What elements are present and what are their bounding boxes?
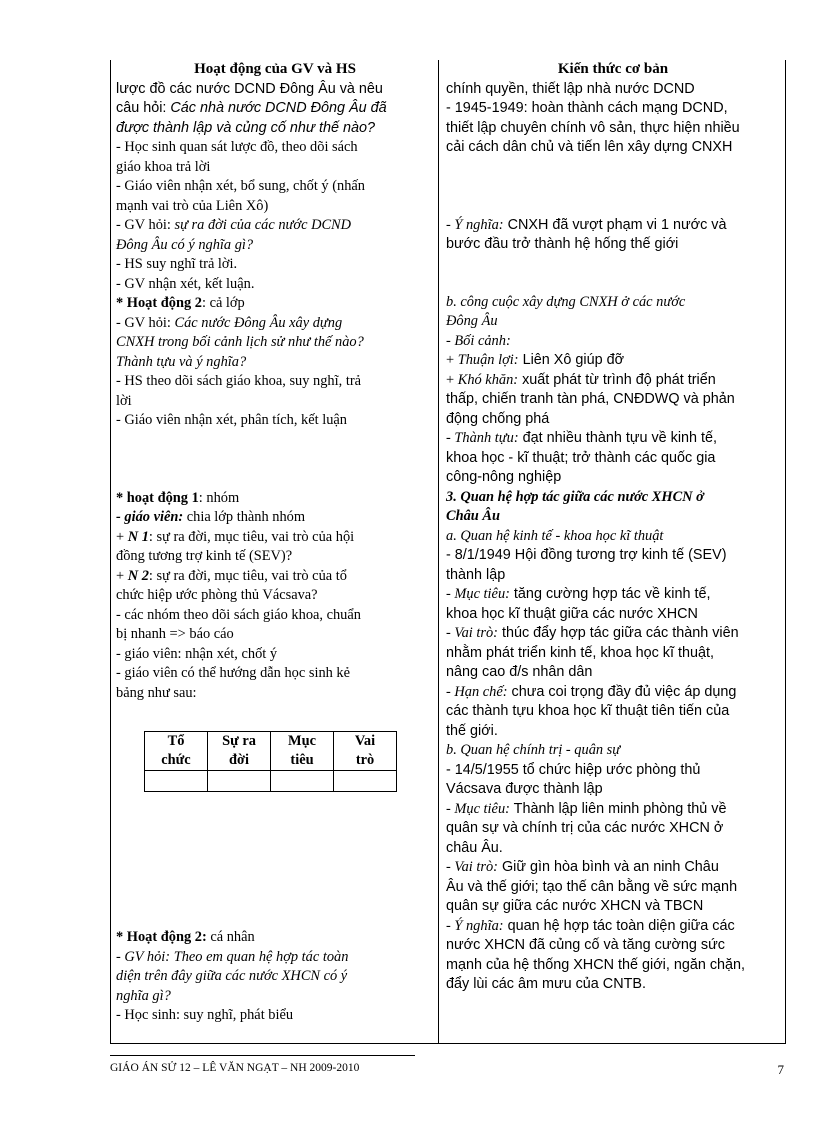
text-span: tăng cường hợp tác về kinh tế, bbox=[509, 586, 711, 602]
text-span: + bbox=[116, 528, 128, 545]
table-header-cell bbox=[145, 732, 208, 771]
text-span: - GV hỏi: bbox=[116, 314, 175, 331]
text-span: Giữ gìn hòa bình và an ninh Châu bbox=[497, 859, 719, 875]
text-line bbox=[116, 99, 434, 119]
cell-text: Sự ra bbox=[222, 733, 256, 749]
text-line: diện trên đây giữa các nước XHCN có ý bbox=[116, 968, 348, 984]
text-line: b. công cuộc xây dựng CNXH ở các nước bbox=[446, 293, 686, 310]
text-line: châu Âu. bbox=[446, 839, 503, 856]
text-line: nâng cao đ/s nhân dân bbox=[446, 664, 593, 680]
table-cell bbox=[145, 771, 208, 792]
text-line: thành lập bbox=[446, 566, 506, 583]
text-span: - giáo viên: bbox=[116, 509, 184, 525]
text-line: động chống phá bbox=[446, 410, 550, 427]
text-span: Ý nghĩa: bbox=[454, 216, 504, 233]
table-cell bbox=[208, 771, 271, 792]
text-line: được thành lập và củng cố như thế nào? bbox=[116, 119, 375, 136]
cell-text: Tổ bbox=[167, 733, 185, 749]
text-line bbox=[446, 624, 780, 644]
text-line: quân sự giữa các nước XHCN và TBCN bbox=[446, 898, 704, 914]
text-line: lược đồ các nước DCND Đông Âu và nêu bbox=[116, 80, 383, 97]
text-line: - GV hỏi: Theo em quan hệ hợp tác toàn bbox=[116, 948, 349, 965]
text-span: chưa coi trọng đầy đủ việc áp dụng bbox=[507, 683, 737, 700]
text-span: Các nước Đông Âu xây dựng bbox=[174, 314, 343, 331]
text-line bbox=[446, 917, 780, 937]
text-line bbox=[116, 508, 434, 528]
text-span: - bbox=[446, 625, 455, 641]
table-header-cell bbox=[334, 732, 397, 771]
text-span: Vai trò: bbox=[454, 625, 498, 641]
text-span: + bbox=[446, 371, 458, 388]
text-line: - 8/1/1949 Hội đồng tương trợ kinh tế (SEV) bbox=[446, 547, 727, 563]
page-footer bbox=[110, 1055, 784, 1077]
column-divider bbox=[438, 60, 439, 1043]
text-line: - giáo viên có thể hướng dẫn học sinh kẻ bbox=[116, 665, 351, 681]
text-line bbox=[116, 528, 434, 548]
text-span: : nhóm bbox=[198, 489, 240, 506]
text-line: bảng như sau: bbox=[116, 684, 197, 701]
cell-text: đời bbox=[229, 752, 249, 768]
text-span: Thành tựu: bbox=[454, 430, 519, 446]
table-cell bbox=[334, 771, 397, 792]
text-line: Âu và thế giới; tạo thế cân bằng về sức mạnh bbox=[446, 878, 738, 895]
text-line: bước đầu trở thành hệ hống thế giới bbox=[446, 236, 679, 252]
text-span: xuất phát từ trình độ phát triển bbox=[518, 371, 716, 388]
text-line: chức hiệp ước phòng thủ Vácsava? bbox=[116, 587, 318, 603]
text-line bbox=[446, 585, 780, 605]
text-span: - GV hỏi: bbox=[116, 217, 175, 233]
text-line: Vácsava được thành lập bbox=[446, 781, 603, 797]
text-line bbox=[446, 351, 780, 371]
text-span: Liên Xô giúp đỡ bbox=[518, 352, 625, 368]
text-span: Thuận lợi: bbox=[457, 352, 519, 368]
text-span: đạt nhiều thành tựu về kinh tế, bbox=[518, 430, 718, 446]
text-line: - các nhóm theo dõi sách giáo khoa, chuẩn bbox=[116, 606, 361, 623]
text-line: nhằm phát triển kinh tế, khoa học kĩ thuật, bbox=[446, 644, 714, 661]
text-line: CNXH trong bối cảnh lịch sử như thế nào? bbox=[116, 334, 364, 350]
text-span: - bbox=[446, 859, 455, 875]
text-line: quân sự và chính trị của các nước XHCN ở bbox=[446, 820, 724, 836]
text-line bbox=[446, 429, 780, 449]
text-span: - bbox=[446, 800, 455, 817]
text-line: - Giáo viên nhận xét, phân tích, kết luận bbox=[116, 412, 347, 428]
text-span: Hạn chế: bbox=[454, 683, 508, 700]
text-span: Vai trò: bbox=[454, 859, 498, 875]
text-line bbox=[116, 216, 434, 236]
text-line: bị nhanh => báo cáo bbox=[116, 626, 234, 642]
text-line: thiết lập chuyên chính vô sản, thực hiện nhiều bbox=[446, 119, 740, 136]
text-span: : sự ra đời, mục tiêu, vai trò của tổ bbox=[148, 567, 347, 584]
text-line bbox=[446, 216, 780, 236]
text-line bbox=[116, 928, 434, 948]
text-line bbox=[116, 294, 434, 314]
text-line: - GV nhận xét, kết luận. bbox=[116, 275, 255, 292]
text-span: : cả lớp bbox=[201, 295, 245, 311]
text-span: thúc đẩy hợp tác giữa các thành viên bbox=[497, 625, 739, 641]
text-line: - Giáo viên nhận xét, bổ sung, chốt ý (nhấn bbox=[116, 178, 365, 194]
text-span: - bbox=[446, 586, 455, 602]
lesson-table bbox=[110, 60, 786, 1044]
text-line bbox=[446, 858, 780, 878]
text-span: : sự ra đời, mục tiêu, vai trò của hội bbox=[148, 528, 355, 545]
text-line: - giáo viên: nhận xét, chốt ý bbox=[116, 645, 278, 662]
text-line: lời bbox=[116, 392, 132, 409]
text-line: giáo khoa trả lời bbox=[116, 158, 211, 175]
cell-text: Vai bbox=[354, 733, 376, 749]
text-line bbox=[116, 314, 434, 334]
text-span: cá nhân bbox=[206, 929, 255, 945]
text-span: CNXH đã vượt phạm vi 1 nước và bbox=[503, 216, 727, 233]
text-line: cải cách dân chủ và tiến lên xây dựng CNXH bbox=[446, 139, 733, 155]
footer-rule bbox=[110, 1055, 415, 1056]
text-line: khoa học kĩ thuật giữa các nước XHCN bbox=[446, 605, 698, 622]
text-span: - bbox=[446, 216, 455, 233]
text-line: b. Quan hệ chính trị - quân sự bbox=[446, 742, 621, 758]
page-number: 7 bbox=[777, 1062, 784, 1077]
text-span: chia lớp thành nhóm bbox=[183, 509, 306, 525]
text-line: mạnh vai trò của Liên Xô) bbox=[116, 197, 269, 214]
text-line: Đông Âu bbox=[446, 313, 498, 329]
text-span: Các nhà nước DCND Đông Âu đã bbox=[170, 100, 387, 116]
text-line: các thành tựu khoa học kĩ thuật tiên tiến của bbox=[446, 703, 730, 719]
text-line: thấp, chiến tranh tàn phá, CNĐDWQ và phản bbox=[446, 391, 735, 407]
cell-text: tiêu bbox=[290, 752, 314, 768]
text-span: câu hỏi: bbox=[116, 100, 171, 116]
cell-text: trò bbox=[355, 752, 375, 768]
text-span: N 1 bbox=[127, 528, 149, 545]
text-line: nước XHCN đã củng cố và tăng cường sức bbox=[446, 937, 725, 953]
text-line: Thành tựu và ý nghĩa? bbox=[116, 353, 247, 370]
suggested-table bbox=[144, 731, 397, 792]
table-header-cell bbox=[271, 732, 334, 771]
text-span: + bbox=[116, 567, 128, 584]
text-line: Châu Âu bbox=[446, 508, 500, 524]
text-line: - Học sinh quan sát lược đồ, theo dõi sách bbox=[116, 139, 358, 155]
left-column bbox=[116, 60, 434, 1026]
text-line: thế giới. bbox=[446, 722, 498, 739]
text-line: - HS suy nghĩ trả lời. bbox=[116, 256, 238, 272]
text-span: N 2 bbox=[127, 567, 149, 584]
left-column-header: Hoạt động của GV và HS bbox=[194, 61, 356, 77]
text-span: Khó khăn: bbox=[457, 371, 519, 388]
cell-text: chức bbox=[161, 752, 191, 768]
text-line: đồng tương trợ kinh tế (SEV)? bbox=[116, 548, 293, 564]
text-line: Đông Âu có ý nghĩa gì? bbox=[116, 236, 254, 253]
text-span: - bbox=[446, 683, 455, 700]
table-cell bbox=[271, 771, 334, 792]
text-span: * Hoạt động 2: bbox=[116, 929, 207, 945]
text-line: nghĩa gì? bbox=[116, 987, 171, 1004]
text-line: 3. Quan hệ hợp tác giữa các nước XHCN ở bbox=[446, 488, 704, 505]
text-line: đẩy lùi các âm mưu của CNTB. bbox=[446, 976, 646, 992]
text-line: công-nông nghiệp bbox=[446, 469, 562, 485]
text-line: - 14/5/1955 tổ chức hiệp ước phòng thủ bbox=[446, 761, 701, 778]
text-line: - 1945-1949: hoàn thành cách mạng DCND, bbox=[446, 100, 728, 116]
text-line: a. Quan hệ kinh tế - khoa học kĩ thuật bbox=[446, 527, 664, 544]
text-span: * hoạt động 1 bbox=[116, 489, 199, 506]
text-line bbox=[116, 489, 434, 509]
text-line: khoa học - kĩ thuật; trở thành các quốc gia bbox=[446, 449, 716, 466]
text-span: - bbox=[446, 430, 455, 446]
text-span: sự ra đời của các nước DCND bbox=[174, 217, 352, 233]
text-line: chính quyền, thiết lập nhà nước DCND bbox=[446, 80, 695, 97]
text-line: - HS theo dõi sách giáo khoa, suy nghĩ, trả bbox=[116, 373, 361, 389]
text-span: Thành lập liên minh phòng thủ về bbox=[509, 800, 727, 817]
text-span: * Hoạt động 2 bbox=[116, 295, 202, 311]
text-span: Ý nghĩa: bbox=[454, 917, 504, 934]
table-header-cell bbox=[208, 732, 271, 771]
text-line: - Bối cảnh: bbox=[446, 332, 511, 349]
text-line bbox=[446, 800, 780, 820]
footer-text: GIÁO ÁN SỬ 12 – LÊ VĂN NGẠT – NH 2009-2010 bbox=[110, 1062, 360, 1074]
text-line bbox=[116, 567, 434, 587]
text-line bbox=[446, 683, 780, 703]
text-line: - Học sinh: suy nghĩ, phát biểu bbox=[116, 1007, 294, 1023]
text-span: Mục tiêu: bbox=[454, 800, 510, 817]
text-span: Mục tiêu: bbox=[454, 586, 510, 602]
text-line: mạnh của hệ thống XHCN thế giới, ngăn chặn, bbox=[446, 956, 746, 973]
text-span: - bbox=[446, 917, 455, 934]
text-span: + bbox=[446, 352, 458, 368]
right-column bbox=[446, 60, 780, 995]
text-span: quan hệ hợp tác toàn diện giữa các bbox=[503, 917, 735, 934]
right-column-header: Kiến thức cơ bản bbox=[557, 61, 669, 77]
text-line bbox=[446, 371, 780, 391]
cell-text: Mục bbox=[288, 733, 316, 749]
